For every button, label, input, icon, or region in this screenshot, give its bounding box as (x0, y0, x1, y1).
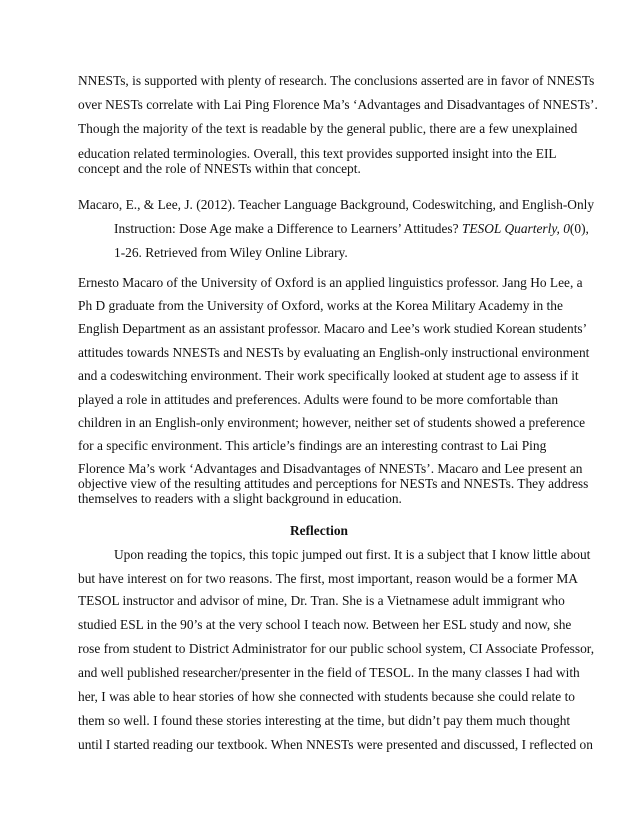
annotation-line: objective view of the resulting attitudes and perceptions for NESTs and NNESTs. They address (78, 476, 589, 491)
reflection-line: until I started reading our textbook. When NNESTs were presented and discussed, I reflected on (78, 737, 593, 752)
reflection-line: but have interest on for two reasons. The first, most important, reason would be a former MA (78, 571, 578, 586)
annotation-line: English Department as an assistant professor. Macaro and Lee’s work studied Korean students’ (78, 321, 588, 336)
annotation-line: Ernesto Macaro of the University of Oxford is an applied linguistics professor. Jang Ho Lee, a (78, 275, 583, 290)
reflection-line: Upon reading the topics, this topic jumped out first. It is a subject that I know little about (114, 547, 591, 562)
citation-line: 1-26. Retrieved from Wiley Online Library. (114, 245, 348, 260)
reflection-line: rose from student to District Administrator for our public school system, CI Associate Professor, (78, 641, 595, 656)
reflection-line: and well published researcher/presenter in the field of TESOL. In the many classes I had with (78, 665, 580, 680)
section-heading: Reflection (289, 523, 348, 538)
intro-line: concept and the role of NNESTs within that concept. (78, 161, 361, 176)
citation-line (114, 220, 589, 237)
citation-text: Instruction: Dose Age make a Difference to Learners’ Attitudes? (114, 221, 462, 236)
annotation-line: Florence Ma’s work ‘Advantages and Disadvantages of NNESTs’. Macaro and Lee present an (78, 461, 583, 476)
intro-line: Though the majority of the text is readable by the general public, there are a few unexplained (78, 121, 578, 136)
intro-line: over NESTs correlate with Lai Ping Florence Ma’s ‘Advantages and Disadvantages of NNESTs’. (78, 97, 598, 112)
intro-line: NNESTs, is supported with plenty of research. The conclusions asserted are in favor of NNESTs (78, 73, 595, 88)
annotation-line: children in an English-only environment; however, neither set of students showed a preference (78, 415, 586, 430)
reflection-line: them so well. I found these stories interesting at the time, but didn’t pay them much thought (78, 713, 571, 728)
annotation-line: played a role in attitudes and preferences. Adults were found to be more comfortable than (78, 392, 559, 407)
annotation-line: for a specific environment. This article’s findings are an interesting contrast to Lai Ping (78, 438, 547, 453)
citation-line: Macaro, E., & Lee, J. (2012). Teacher Language Background, Codeswitching, and English-Only (78, 197, 595, 212)
reflection-line: her, I was able to hear stories of how she connected with students because she could relate to (78, 689, 575, 704)
citation-issue: (0), (569, 221, 589, 236)
reflection-line: studied ESL in the 90’s at the very school I teach now. Between her ESL study and now, she (78, 617, 572, 632)
reflection-line: TESOL instructor and advisor of mine, Dr. Tran. She is a Vietnamese adult immigrant who (78, 593, 565, 608)
annotation-line: and a codeswitching environment. Their work specifically looked at student age to assess if it (78, 368, 579, 383)
annotation-line: attitudes towards NNESTs and NESTs by evaluating an English-only instructional environment (78, 345, 590, 360)
annotation-line: themselves to readers with a slight background in education. (78, 491, 402, 506)
intro-line: education related terminologies. Overall, this text provides supported insight into the EIL (78, 146, 557, 161)
journal-title: TESOL Quarterly, 0 (461, 221, 570, 236)
annotation-line: Ph D graduate from the University of Oxford, works at the Korea Military Academy in the (78, 298, 563, 313)
